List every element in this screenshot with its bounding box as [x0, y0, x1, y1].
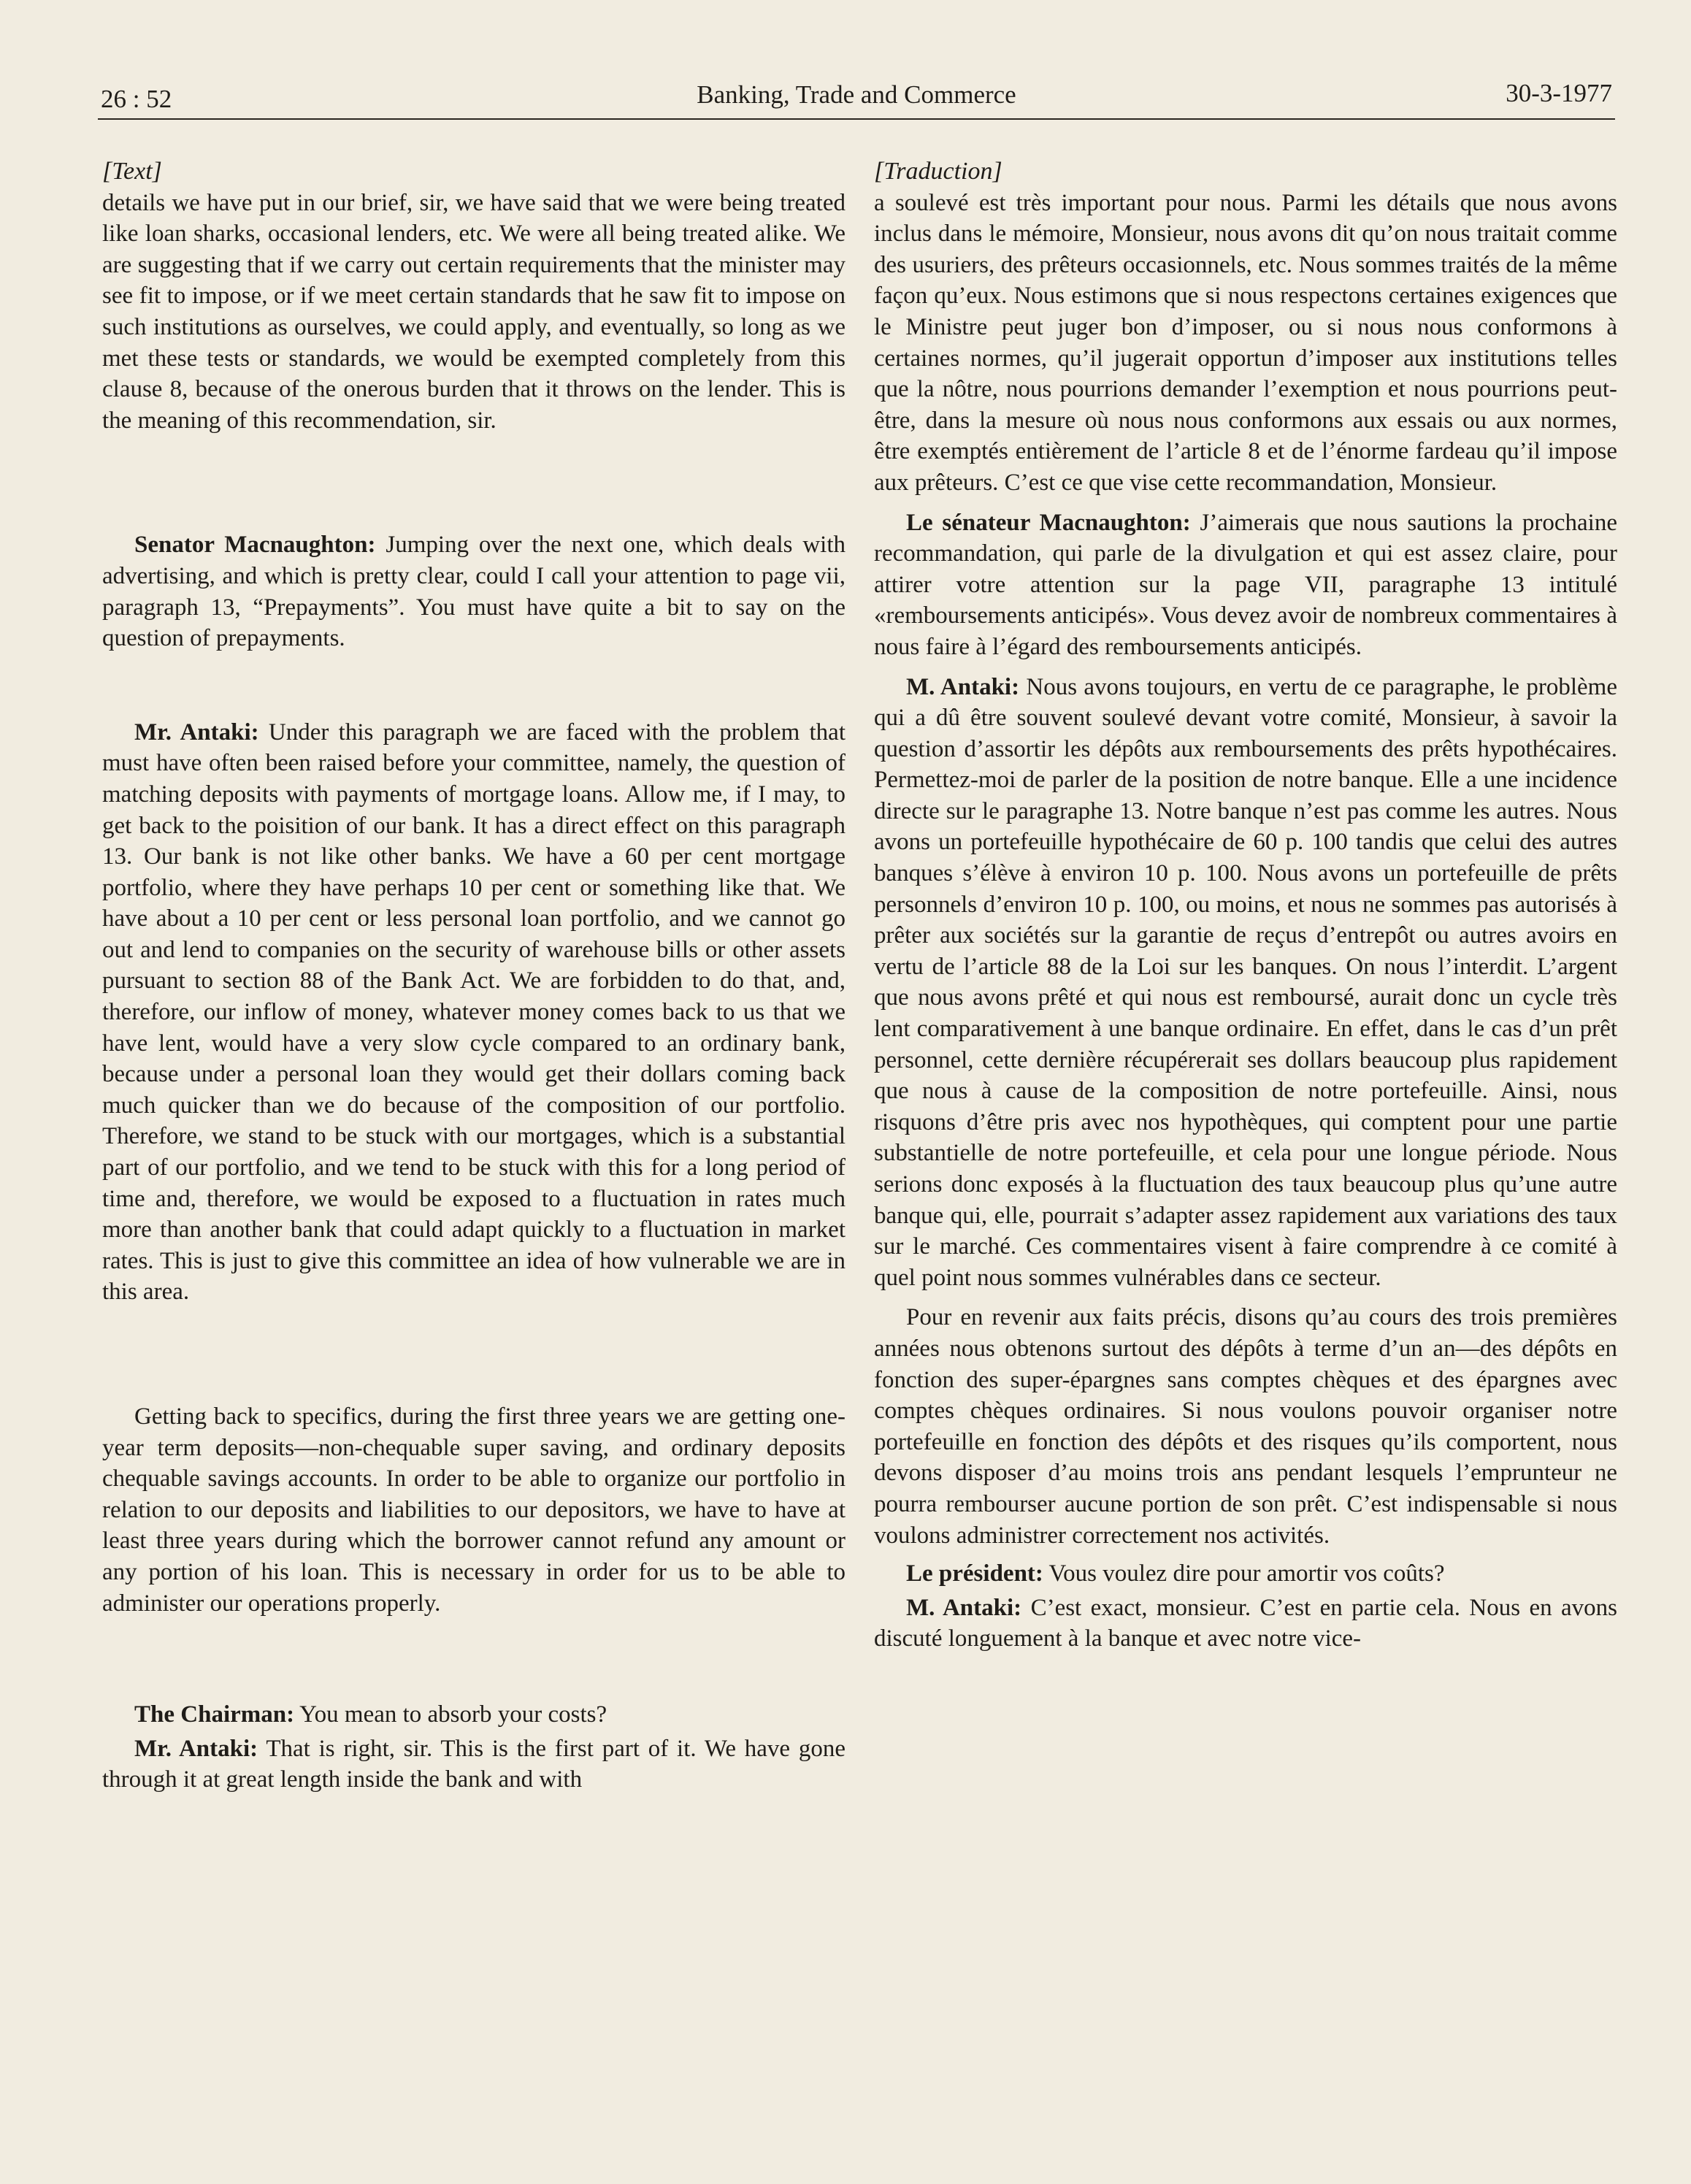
paragraph: [102, 529, 846, 654]
speaker-name: Le sénateur Macnaughton:: [906, 509, 1191, 536]
paragraph: Getting back to specifics, during the first three years we are getting one-year term deposits—non-chequable super saving, and ordinary deposits chequable savings accounts. In order to be able to organize our portfolio in relation to our deposits and liabilities to our depositors, we have to have at least three years during which the borrower cannot refund any amount or any portion of his loan. This is necessary in order for us to be able to administer our operations properly.: [102, 1403, 846, 1617]
paragraph: a soulevé est très important pour nous. Parmi les détails que nous avons inclus dans le mémoire, Monsieur, nous avons dit qu’on nous traitait comme des usuriers, des prêteurs occasionnels, etc. Nous sommes traités de la même façon qu’eux. Nous estimons que si nous respectons certaines exigences que le Ministre peut juger bon d’imposer, ou si nous nous conformons à certaines normes, qu’il jugerait opportun d’imposer aux institutions telles que la nôtre, nous pourrions demander l’exemption et nous pourrions peut-être, dans la mesure où nous nous conformons aux essais ou aux normes, être exemptés entièrement de l’article 8 et de l’énorme fardeau qu’il impose aux prêteurs. C’est ce que vise cette recommandation, Monsieur.: [874, 189, 1617, 496]
header-rule: [98, 118, 1615, 120]
paragraph: [874, 1558, 1617, 1590]
speech-text: Jumping over the next one, which deals with advertising, and which is pretty clear, could I call your attention to page vii, paragraph 13, “Prepayments”. You must have quite a bit to say on the question of prepayments.: [102, 532, 846, 652]
speaker-name: Le président:: [906, 1560, 1043, 1587]
column-tag: [Traduction]: [874, 158, 1002, 185]
speech-text: You mean to absorb your costs?: [294, 1701, 607, 1728]
header-date: 30-3-1977: [1506, 79, 1612, 107]
french-column: [874, 156, 1617, 1655]
page-header: [101, 76, 1612, 120]
paragraph: [102, 717, 846, 1308]
paragraph: [874, 672, 1617, 1294]
paragraph: details we have put in our brief, sir, we have said that we were being treated like loan sharks, occasional lenders, etc. We were all being treated alike. We are suggesting that if we carry out certain requirements that the minister may see fit to impose, or if we meet certain standards that he saw fit to impose on such institutions as ourselves, we could apply, and eventually, so long as we met these tests or standards, we would be exempted completely from this clause 8, because of the onerous burden that it throws on the lender. This is the meaning of this recommendation, sir.: [102, 189, 846, 434]
paragraph: [102, 1699, 846, 1731]
running-title: Banking, Trade and Commerce: [697, 80, 1016, 109]
speech-text: C’est exact, monsieur. C’est en partie cela. Nous en avons discuté longuement à la banque et avec notre vice-: [874, 1594, 1618, 1652]
english-column: [102, 156, 846, 1796]
speech-text: That is right, sir. This is the first part of it. We have gone through it at great length inside the bank and with: [102, 1735, 846, 1793]
paragraph: Pour en revenir aux faits précis, disons qu’au cours des trois premières années nous obtenons surtout des dépôts à terme d’un an—des dépôts en fonction des super-épargnes sans comptes chèques et des épargnes avec comptes chèques ordinaires. Si nous voulons pouvoir organiser notre portefeuille en fonction des dépôts et des risques qu’ils comportent, nous devons disposer d’au moins trois ans pendant lesquels l’emprunteur ne pourra rembourser aucune portion de son prêt. C’est indispensable si nous voulons administrer correctement nos activités.: [874, 1304, 1617, 1549]
speaker-name: M. Antaki:: [906, 1594, 1022, 1621]
paragraph: [874, 507, 1617, 663]
speech-text: Vous voulez dire pour amortir vos coûts?: [1043, 1560, 1445, 1587]
speech-text: Nous avons toujours, en vertu de ce paragraphe, le problème qui a dû être souvent soulevé devant votre comité, Monsieur, à savoir la question d’assortir les dépôts aux remboursements des prêts hypothécaires. Permettez-moi de parler de la position de notre banque. Elle a une incidence directe sur le paragraphe 13. Notre banque n’est pas comme les autres. Nous avons un portefeuille hypothécaire de 60 p. 100 tandis que celui des autres banques s’élève à environ 10 p. 100. Nous avons un portefeuille de prêts personnels d’environ 10 p. 100, ou moins, et nous ne sommes pas autorisés à prêter aux sociétés sur la garantie de reçus d’entrepôt ou autres avoirs en vertu de l’article 88 de la Loi sur les banques. On nous l’interdit. L’argent que nous avons prêté et qui nous est remboursé, aurait donc un cycle très lent comparativement à une banque ordinaire. En effet, dans le cas d’un prêt personnel, cette dernière récupérerait ses dollars beaucoup plus rapidement que nous à cause de la composition de notre portefeuille. Ainsi, nous risquons d’être pris avec nos hypothèques, qui comptent pour une partie substantielle de notre portefeuille, et cela pour une longue période. Nous serions donc exposés à la fluctuation des taux beaucoup plus qu’une autre banque qui, elle, pourrait s’adapter assez rapidement aux variations des taux sur le marché. Ces commentaires visent à faire comprendre à ce comité à quel point nous sommes vulnérables dans ce secteur.: [874, 673, 1618, 1291]
speaker-name: M. Antaki:: [906, 673, 1020, 700]
speech-text: Under this paragraph we are faced with the problem that must have often been raised before your committee, namely, the question of matching deposits with payments of mortgage loans. Allow me, if I may, to get back to the poisition of our bank. It has a direct effect on this paragraph 13. Our bank is not like other banks. We have a 60 per cent mortgage portfolio, where they have perhaps 10 per cent or something like that. We have about a 10 per cent or less personal loan portfolio, and we cannot go out and lend to companies on the security of warehouse bills or other assets pursuant to section 88 of the Bank Act. We are forbidden to do that, and, therefore, our inflow of money, whatever money comes back to us that we have lent, would have a very slow cycle compared to an ordinary bank, because under a personal loan they would get their dollars coming back much quicker than we do because of the composition of our portfolio. Therefore, we stand to be stuck with our mortgages, which is a substantial part of our portfolio, and we tend to be stuck with this for a long period of time and, therefore, we would be exposed to a fluctuation in rates much more than another bank that could adapt quickly to a fluctuation in market rates. This is just to give this committee an idea of how vulnerable we are in this area.: [102, 719, 846, 1306]
column-tag: [Text]: [102, 158, 162, 185]
page-number: 26 : 52: [101, 85, 172, 113]
speaker-name: Senator Macnaughton:: [134, 532, 376, 559]
speaker-name: Mr. Antaki:: [134, 1735, 258, 1762]
speech-text: J’aimerais que nous sautions la prochaine recommandation, qui parle de la divulgation et qui est assez claire, pour attirer votre attention sur la page VII, paragraphe 13 intitulé «remboursements anticipés». Vous devez avoir de nombreux commentaires à nous faire à l’égard des remboursements anticipés.: [874, 509, 1617, 660]
paragraph: [102, 1733, 846, 1796]
paragraph: [874, 1593, 1617, 1655]
speaker-name: The Chairman:: [134, 1701, 295, 1728]
speaker-name: Mr. Antaki:: [134, 719, 259, 746]
